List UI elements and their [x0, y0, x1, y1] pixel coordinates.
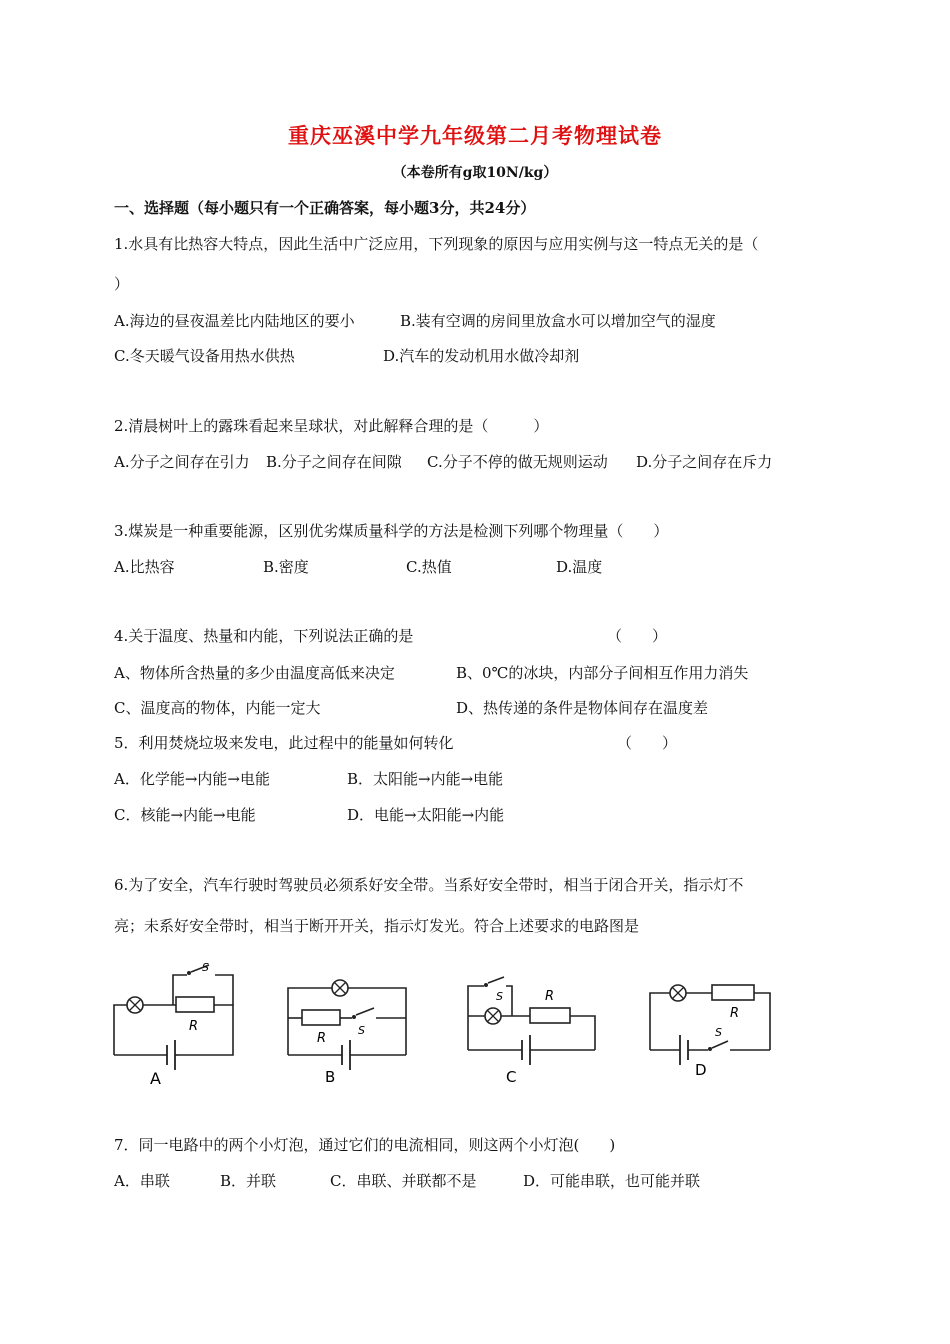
switch-label: S: [358, 1024, 365, 1037]
option-c: C．核能→内能→电能: [114, 806, 256, 824]
circuit-diagram-d: [640, 975, 785, 1085]
question-stem: 亮；未系好安全带时，相当于断开开关，指示灯发光。符合上述要求的电路图是: [114, 917, 640, 935]
question-stem: 1.水具有比热容大特点，因此生活中广泛应用，下列现象的原因与应用实例与这一特点无关的是（: [114, 235, 759, 253]
question-stem: 4.关于温度、热量和内能，下列说法正确的是: [114, 627, 414, 645]
section-heading: 一、选择题（每小题只有一个正确答案，每小题3分，共24分）: [114, 199, 536, 217]
circuit-label-b: B: [325, 1068, 336, 1086]
answer-bracket: （ ）: [607, 627, 668, 645]
option-d: D.分子之间存在斥力: [636, 453, 773, 471]
switch-label: S: [715, 1026, 722, 1039]
circuit-diagram-c: [460, 968, 605, 1088]
option-c: C．串联、并联都不是: [330, 1172, 477, 1190]
option-d: D.汽车的发动机用水做冷却剂: [383, 347, 580, 365]
option-b: B.装有空调的房间里放盒水可以增加空气的湿度: [400, 312, 716, 330]
switch-label: S: [496, 990, 503, 1003]
question-stem: 7．同一电路中的两个小灯泡，通过它们的电流相同，则这两个小灯泡( ): [114, 1136, 616, 1154]
option-d: D、热传递的条件是物体间存在温度差: [456, 699, 709, 717]
option-b: B、0℃的冰块，内部分子间相互作用力消失: [456, 664, 749, 682]
question-stem: 6.为了安全，汽车行驶时驾驶员必须系好安全带。当系好安全带时，相当于闭合开关，指示灯不: [114, 876, 744, 894]
option-c: C.分子不停的做无规则运动: [427, 453, 608, 471]
option-a: A．化学能→内能→电能: [114, 770, 270, 788]
option-a: A.比热容: [114, 558, 175, 576]
question-stem: 5．利用焚烧垃圾来发电，此过程中的能量如何转化: [114, 734, 454, 752]
switch-label: S: [202, 961, 209, 974]
option-a: A.分子之间存在引力: [114, 453, 250, 471]
question-stem: 2.清晨树叶上的露珠看起来呈球状，对此解释合理的是（ ）: [114, 417, 549, 435]
exam-subtitle: （本卷所有g取10N/kg）: [392, 165, 558, 181]
circuit-label-d: D: [695, 1061, 707, 1079]
option-a: A.海边的昼夜温差比内陆地区的要小: [114, 312, 355, 330]
resistor-label: R: [317, 1031, 327, 1046]
option-d: D.温度: [556, 558, 603, 576]
question-stem: 3.煤炭是一种重要能源，区别优劣煤质量科学的方法是检测下列哪个物理量（ ）: [114, 522, 669, 540]
option-d: D．电能→太阳能→内能: [347, 806, 505, 824]
option-a: A、物体所含热量的多少由温度高低来决定: [114, 664, 395, 682]
option-b: B．太阳能→内能→电能: [347, 770, 504, 788]
resistor-label: R: [730, 1006, 740, 1021]
answer-bracket: （ ）: [617, 734, 678, 752]
option-c: C.热值: [406, 558, 452, 576]
option-c: C、温度高的物体，内能一定大: [114, 699, 321, 717]
circuit-diagram-a: [105, 960, 245, 1090]
option-a: A．串联: [114, 1172, 170, 1190]
exam-title: 重庆巫溪中学九年级第二月考物理试卷: [288, 123, 662, 148]
option-b: B.密度: [263, 558, 309, 576]
resistor-label: R: [545, 989, 555, 1004]
question-stem: ）: [114, 275, 130, 293]
circuit-diagram-b: [280, 970, 415, 1088]
resistor-label: R: [189, 1019, 199, 1034]
option-c: C.冬天暖气设备用热水供热: [114, 347, 295, 365]
circuit-label-a: A: [150, 1069, 161, 1088]
option-b: B.分子之间存在间隙: [266, 453, 402, 471]
circuit-label-c: C: [506, 1068, 517, 1086]
option-d: D．可能串联，也可能并联: [523, 1172, 701, 1190]
option-b: B．并联: [220, 1172, 277, 1190]
